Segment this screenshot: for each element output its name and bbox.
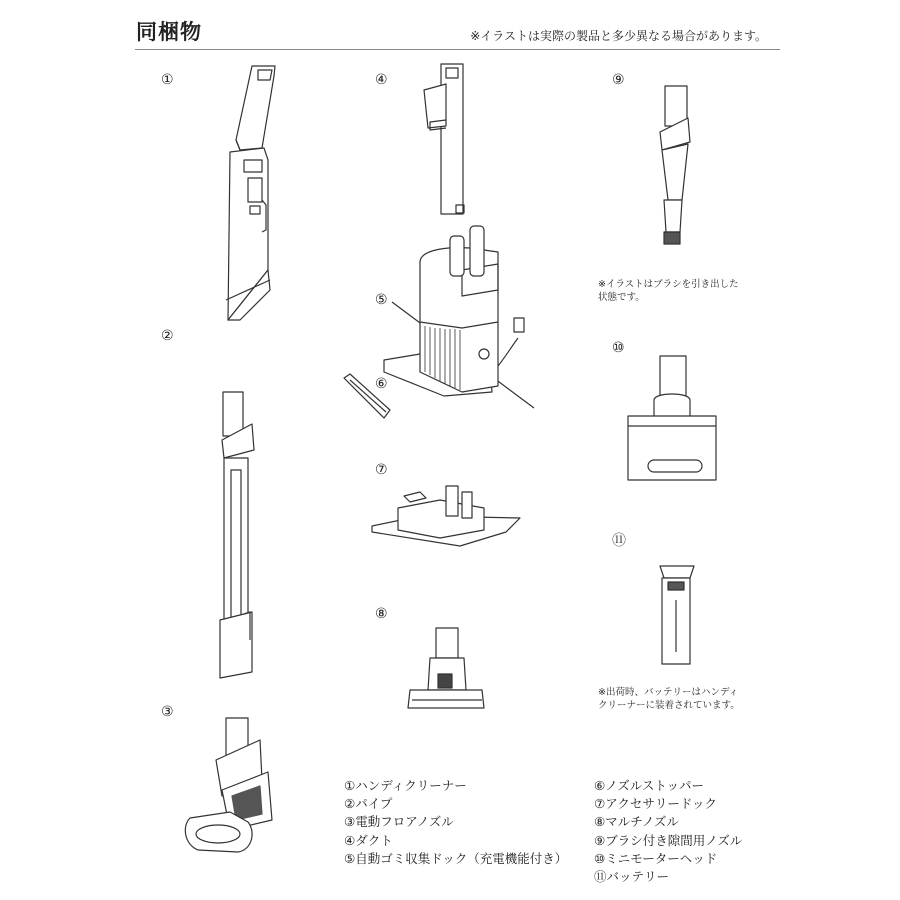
contents-list-right xyxy=(594,777,742,886)
list-item: ⑩ミニモーターヘッド xyxy=(594,850,718,866)
handy-cleaner-icon xyxy=(226,66,275,320)
battery-note-line-1: ※出荷時、バッテリーはハンディ xyxy=(598,687,739,698)
list-item: ⑨ブラシ付き隙間用ノズル xyxy=(594,832,743,848)
list-item: ②パイプ xyxy=(344,796,393,812)
list-item: ⑪バッテリー xyxy=(594,869,670,885)
nozzle-stopper-icon xyxy=(344,374,390,418)
page-title: 同梱物 xyxy=(136,20,202,44)
item-number-5: ⑤ xyxy=(375,292,388,308)
item-number-11: ⑪ xyxy=(612,533,626,549)
item-number-10: ⑩ xyxy=(612,340,625,356)
item-number-1: ① xyxy=(161,72,174,88)
item-number-2: ② xyxy=(161,328,174,344)
list-item: ①ハンディクリーナー xyxy=(344,778,467,793)
multi-nozzle-icon xyxy=(408,628,484,708)
contents-list-left xyxy=(344,777,567,868)
item-number-4: ④ xyxy=(375,72,388,88)
list-item: ③電動フロアノズル xyxy=(344,814,454,830)
brush-note-line-2: 状態です。 xyxy=(598,292,645,303)
dock-icon xyxy=(384,226,534,408)
brush-note-line-1: ※イラストはブラシを引き出した xyxy=(598,279,739,290)
item-number-3: ③ xyxy=(161,704,174,720)
mini-motor-head-icon xyxy=(628,356,716,480)
item-number-9: ⑨ xyxy=(612,72,625,88)
item-number-7: ⑦ xyxy=(375,462,388,478)
list-item: ④ダクト xyxy=(344,832,393,848)
list-item: ⑦アクセサリードック xyxy=(594,796,717,812)
accessory-dock-icon xyxy=(372,486,520,546)
battery-icon xyxy=(660,566,694,664)
duct-icon xyxy=(424,64,464,214)
pipe-icon xyxy=(220,392,254,678)
crevice-nozzle-icon xyxy=(660,86,690,244)
disclaimer-note: ※イラストは実際の製品と多少異なる場合があります。 xyxy=(470,29,767,43)
item-number-6: ⑥ xyxy=(375,376,388,392)
floor-nozzle-icon xyxy=(185,718,272,852)
battery-note-line-2: クリーナーに装着されています。 xyxy=(598,700,740,711)
list-item: ⑤自動ゴミ収集ドック（充電機能付き） xyxy=(344,850,568,866)
list-item: ⑧マルチノズル xyxy=(594,814,679,830)
list-item: ⑥ノズルストッパー xyxy=(594,778,704,793)
item-number-8: ⑧ xyxy=(375,606,388,622)
